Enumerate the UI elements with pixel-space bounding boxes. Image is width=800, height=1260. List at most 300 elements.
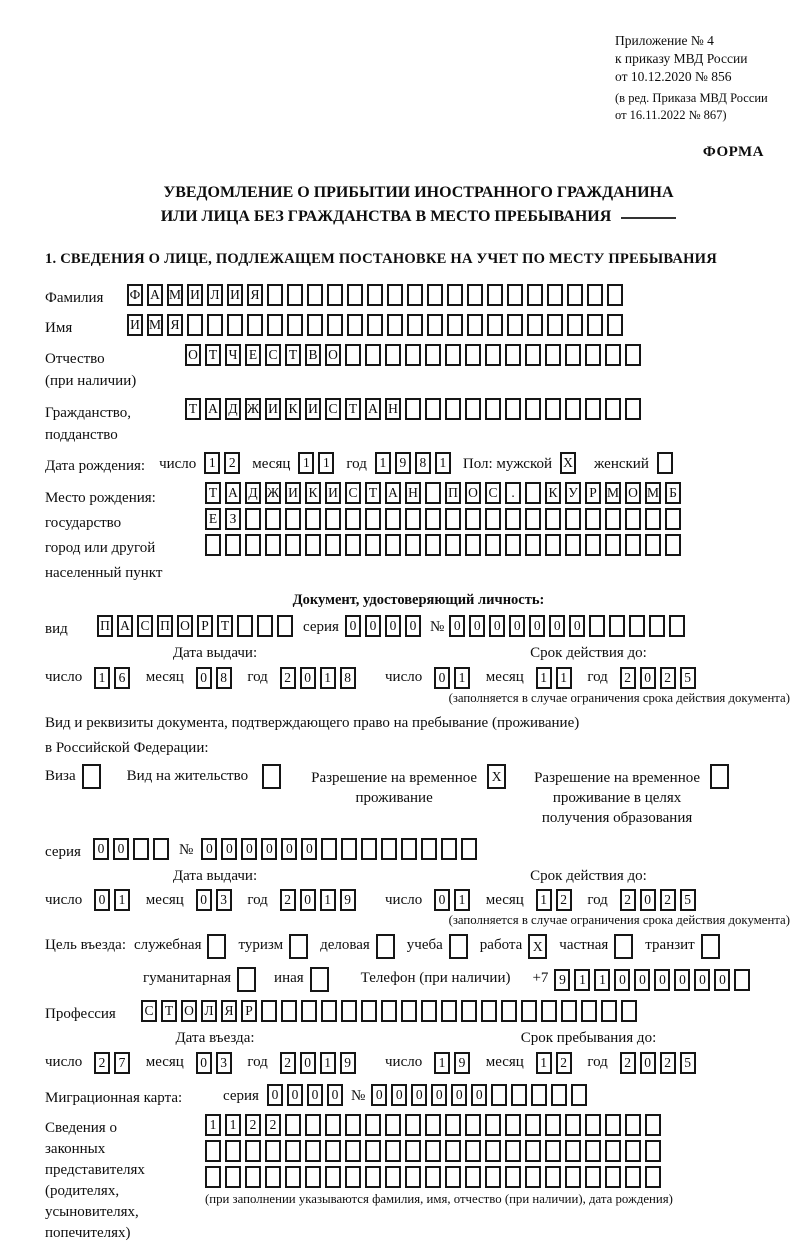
char-cell[interactable] xyxy=(587,314,603,336)
char-cell[interactable] xyxy=(545,1114,561,1136)
char-cell[interactable]: И xyxy=(127,314,143,336)
char-cell[interactable] xyxy=(465,1166,481,1188)
char-cell[interactable] xyxy=(465,344,481,366)
char-cell[interactable] xyxy=(427,284,443,306)
id-doc-issue-month[interactable] xyxy=(196,667,236,689)
char-cell[interactable] xyxy=(607,314,623,336)
char-cell[interactable]: 2 xyxy=(620,667,636,689)
char-cell[interactable]: П xyxy=(157,615,173,637)
char-cell[interactable] xyxy=(545,1166,561,1188)
char-cell[interactable] xyxy=(467,284,483,306)
char-cell[interactable]: 0 xyxy=(654,969,670,991)
id-doc-valid-year[interactable] xyxy=(620,667,700,689)
char-cell[interactable]: 0 xyxy=(640,889,656,911)
char-cell[interactable]: 0 xyxy=(345,615,361,637)
char-cell[interactable]: 1 xyxy=(320,667,336,689)
purpose-study-checkbox[interactable] xyxy=(449,934,472,959)
char-cell[interactable]: М xyxy=(645,482,661,504)
char-cell[interactable] xyxy=(207,934,226,959)
char-cell[interactable]: Н xyxy=(385,398,401,420)
char-cell[interactable] xyxy=(225,534,241,556)
char-cell[interactable]: И xyxy=(305,398,321,420)
char-cell[interactable] xyxy=(525,1166,541,1188)
char-cell[interactable] xyxy=(421,1000,437,1022)
char-cell[interactable] xyxy=(547,314,563,336)
char-cell[interactable] xyxy=(625,1166,641,1188)
char-cell[interactable] xyxy=(205,1166,221,1188)
char-cell[interactable] xyxy=(345,1166,361,1188)
char-cell[interactable]: 0 xyxy=(640,1052,656,1074)
char-cell[interactable]: Р xyxy=(241,1000,257,1022)
char-cell[interactable]: Т xyxy=(185,398,201,420)
char-cell[interactable]: Т xyxy=(205,344,221,366)
char-cell[interactable]: М xyxy=(147,314,163,336)
char-cell[interactable]: 8 xyxy=(340,667,356,689)
char-cell[interactable] xyxy=(421,838,437,860)
char-cell[interactable]: 0 xyxy=(196,1052,212,1074)
char-cell[interactable] xyxy=(585,1114,601,1136)
char-cell[interactable] xyxy=(425,482,441,504)
char-cell[interactable]: X xyxy=(487,764,506,789)
temp-permit-checkbox[interactable] xyxy=(487,764,510,789)
char-cell[interactable]: Т xyxy=(365,482,381,504)
char-cell[interactable] xyxy=(225,1140,241,1162)
char-cell[interactable]: 0 xyxy=(300,1052,316,1074)
char-cell[interactable]: 1 xyxy=(556,667,572,689)
char-cell[interactable] xyxy=(625,344,641,366)
char-cell[interactable]: 0 xyxy=(434,889,450,911)
char-cell[interactable]: 2 xyxy=(280,1052,296,1074)
char-cell[interactable] xyxy=(277,615,293,637)
char-cell[interactable] xyxy=(285,1166,301,1188)
char-cell[interactable] xyxy=(485,1166,501,1188)
char-cell[interactable] xyxy=(347,314,363,336)
char-cell[interactable] xyxy=(609,615,625,637)
char-cell[interactable]: А xyxy=(365,398,381,420)
char-cell[interactable]: 1 xyxy=(205,1114,221,1136)
char-cell[interactable]: 0 xyxy=(365,615,381,637)
resid-doc-issue-year[interactable] xyxy=(280,889,360,911)
char-cell[interactable]: 0 xyxy=(300,667,316,689)
char-cell[interactable]: 0 xyxy=(549,615,565,637)
char-cell[interactable] xyxy=(227,314,243,336)
resid-doc-series-cells[interactable] xyxy=(93,838,173,860)
char-cell[interactable] xyxy=(285,1114,301,1136)
char-cell[interactable] xyxy=(605,1140,621,1162)
char-cell[interactable]: С xyxy=(137,615,153,637)
resid-doc-valid-year[interactable] xyxy=(620,889,700,911)
char-cell[interactable] xyxy=(361,838,377,860)
char-cell[interactable]: 3 xyxy=(216,889,232,911)
char-cell[interactable] xyxy=(405,1140,421,1162)
char-cell[interactable]: 1 xyxy=(114,889,130,911)
visa-checkbox[interactable] xyxy=(82,764,105,789)
char-cell[interactable]: Ч xyxy=(225,344,241,366)
char-cell[interactable] xyxy=(505,344,521,366)
char-cell[interactable] xyxy=(321,838,337,860)
char-cell[interactable] xyxy=(245,508,261,530)
char-cell[interactable]: 2 xyxy=(265,1114,281,1136)
id-doc-type-cells[interactable] xyxy=(97,615,297,637)
char-cell[interactable] xyxy=(341,838,357,860)
char-cell[interactable]: 0 xyxy=(694,969,710,991)
char-cell[interactable]: 2 xyxy=(280,889,296,911)
char-cell[interactable]: А xyxy=(385,482,401,504)
char-cell[interactable] xyxy=(237,967,256,992)
char-cell[interactable]: Я xyxy=(247,284,263,306)
char-cell[interactable]: 6 xyxy=(114,667,130,689)
char-cell[interactable]: Т xyxy=(205,482,221,504)
char-cell[interactable] xyxy=(605,508,621,530)
char-cell[interactable]: А xyxy=(205,398,221,420)
char-cell[interactable]: 0 xyxy=(300,889,316,911)
char-cell[interactable] xyxy=(385,508,401,530)
char-cell[interactable] xyxy=(505,1166,521,1188)
char-cell[interactable] xyxy=(521,1000,537,1022)
char-cell[interactable] xyxy=(305,1166,321,1188)
id-doc-valid-month[interactable] xyxy=(536,667,576,689)
birthplace-row3-cells[interactable] xyxy=(205,534,685,556)
char-cell[interactable] xyxy=(734,969,750,991)
birthplace-row2-cells[interactable] xyxy=(205,508,685,530)
char-cell[interactable]: А xyxy=(147,284,163,306)
char-cell[interactable] xyxy=(385,1166,401,1188)
char-cell[interactable] xyxy=(405,508,421,530)
resid-doc-valid-day[interactable] xyxy=(434,889,474,911)
char-cell[interactable]: 3 xyxy=(216,1052,232,1074)
char-cell[interactable] xyxy=(625,534,641,556)
char-cell[interactable]: Р xyxy=(585,482,601,504)
char-cell[interactable]: 8 xyxy=(415,452,431,474)
char-cell[interactable]: М xyxy=(167,284,183,306)
purpose-business-checkbox[interactable] xyxy=(376,934,399,959)
char-cell[interactable] xyxy=(310,967,329,992)
char-cell[interactable] xyxy=(257,615,273,637)
char-cell[interactable] xyxy=(589,615,605,637)
char-cell[interactable]: 0 xyxy=(241,838,257,860)
surname-cells[interactable] xyxy=(127,284,627,306)
char-cell[interactable] xyxy=(133,838,149,860)
char-cell[interactable] xyxy=(305,1114,321,1136)
char-cell[interactable] xyxy=(345,1114,361,1136)
char-cell[interactable] xyxy=(305,508,321,530)
char-cell[interactable]: 1 xyxy=(454,667,470,689)
char-cell[interactable] xyxy=(245,534,261,556)
char-cell[interactable] xyxy=(485,398,501,420)
char-cell[interactable] xyxy=(401,838,417,860)
char-cell[interactable] xyxy=(505,1140,521,1162)
char-cell[interactable] xyxy=(465,1114,481,1136)
char-cell[interactable]: 0 xyxy=(267,1084,283,1106)
char-cell[interactable] xyxy=(321,1000,337,1022)
char-cell[interactable] xyxy=(505,1114,521,1136)
char-cell[interactable] xyxy=(425,1114,441,1136)
char-cell[interactable]: 9 xyxy=(395,452,411,474)
char-cell[interactable]: С xyxy=(265,344,281,366)
char-cell[interactable]: Ж xyxy=(245,398,261,420)
char-cell[interactable] xyxy=(261,1000,277,1022)
char-cell[interactable]: Л xyxy=(201,1000,217,1022)
name-cells[interactable] xyxy=(127,314,627,336)
char-cell[interactable] xyxy=(605,534,621,556)
char-cell[interactable] xyxy=(607,284,623,306)
char-cell[interactable]: О xyxy=(177,615,193,637)
birth-day-cells[interactable] xyxy=(204,452,244,474)
phone-cells[interactable] xyxy=(554,967,754,991)
char-cell[interactable] xyxy=(285,508,301,530)
char-cell[interactable] xyxy=(465,508,481,530)
char-cell[interactable] xyxy=(225,1166,241,1188)
char-cell[interactable] xyxy=(507,284,523,306)
resid-doc-issue-day[interactable] xyxy=(94,889,134,911)
char-cell[interactable]: Я xyxy=(167,314,183,336)
char-cell[interactable] xyxy=(325,1114,341,1136)
char-cell[interactable]: 0 xyxy=(391,1084,407,1106)
char-cell[interactable]: А xyxy=(117,615,133,637)
char-cell[interactable] xyxy=(645,534,661,556)
char-cell[interactable] xyxy=(511,1084,527,1106)
char-cell[interactable]: Д xyxy=(245,482,261,504)
char-cell[interactable] xyxy=(645,508,661,530)
char-cell[interactable] xyxy=(645,1166,661,1188)
char-cell[interactable]: 5 xyxy=(680,667,696,689)
char-cell[interactable] xyxy=(187,314,203,336)
char-cell[interactable] xyxy=(345,534,361,556)
char-cell[interactable]: И xyxy=(187,284,203,306)
purpose-humanitarian-checkbox[interactable] xyxy=(237,967,260,992)
char-cell[interactable]: 0 xyxy=(201,838,217,860)
char-cell[interactable]: 1 xyxy=(204,452,220,474)
char-cell[interactable] xyxy=(581,1000,597,1022)
residence-permit-checkbox[interactable] xyxy=(262,764,285,789)
char-cell[interactable] xyxy=(605,1114,621,1136)
char-cell[interactable] xyxy=(465,1140,481,1162)
char-cell[interactable] xyxy=(365,1114,381,1136)
char-cell[interactable]: П xyxy=(445,482,461,504)
char-cell[interactable] xyxy=(367,314,383,336)
char-cell[interactable] xyxy=(605,344,621,366)
char-cell[interactable] xyxy=(545,534,561,556)
char-cell[interactable]: 0 xyxy=(93,838,109,860)
char-cell[interactable] xyxy=(625,508,641,530)
char-cell[interactable]: 8 xyxy=(216,667,232,689)
profession-cells[interactable] xyxy=(141,1000,641,1022)
char-cell[interactable]: 2 xyxy=(556,889,572,911)
char-cell[interactable] xyxy=(245,1166,261,1188)
char-cell[interactable] xyxy=(365,534,381,556)
char-cell[interactable] xyxy=(531,1084,547,1106)
char-cell[interactable]: 1 xyxy=(536,889,552,911)
birthplace-row1-cells[interactable] xyxy=(205,482,685,504)
purpose-private-checkbox[interactable] xyxy=(614,934,637,959)
char-cell[interactable] xyxy=(485,344,501,366)
char-cell[interactable] xyxy=(425,508,441,530)
stay-month-cells[interactable] xyxy=(536,1052,576,1074)
char-cell[interactable]: Ж xyxy=(265,482,281,504)
char-cell[interactable] xyxy=(545,344,561,366)
char-cell[interactable]: З xyxy=(225,508,241,530)
char-cell[interactable] xyxy=(345,1140,361,1162)
char-cell[interactable] xyxy=(405,1114,421,1136)
char-cell[interactable] xyxy=(621,1000,637,1022)
char-cell[interactable] xyxy=(614,934,633,959)
char-cell[interactable] xyxy=(289,934,308,959)
char-cell[interactable]: 1 xyxy=(320,1052,336,1074)
char-cell[interactable] xyxy=(287,284,303,306)
char-cell[interactable]: 2 xyxy=(660,667,676,689)
char-cell[interactable] xyxy=(385,344,401,366)
char-cell[interactable]: У xyxy=(565,482,581,504)
char-cell[interactable] xyxy=(445,344,461,366)
char-cell[interactable] xyxy=(527,284,543,306)
char-cell[interactable] xyxy=(207,314,223,336)
char-cell[interactable] xyxy=(445,508,461,530)
char-cell[interactable]: 1 xyxy=(435,452,451,474)
char-cell[interactable]: 0 xyxy=(489,615,505,637)
char-cell[interactable] xyxy=(265,534,281,556)
char-cell[interactable]: 0 xyxy=(113,838,129,860)
char-cell[interactable] xyxy=(485,1140,501,1162)
char-cell[interactable] xyxy=(565,534,581,556)
char-cell[interactable]: Р xyxy=(197,615,213,637)
char-cell[interactable]: 0 xyxy=(221,838,237,860)
char-cell[interactable] xyxy=(605,1166,621,1188)
purpose-transit-checkbox[interactable] xyxy=(701,934,724,959)
char-cell[interactable] xyxy=(701,934,720,959)
char-cell[interactable]: 0 xyxy=(371,1084,387,1106)
char-cell[interactable] xyxy=(565,1114,581,1136)
char-cell[interactable]: 0 xyxy=(281,838,297,860)
char-cell[interactable]: С xyxy=(325,398,341,420)
char-cell[interactable]: 0 xyxy=(385,615,401,637)
char-cell[interactable]: 0 xyxy=(569,615,585,637)
char-cell[interactable]: К xyxy=(305,482,321,504)
char-cell[interactable]: 1 xyxy=(375,452,391,474)
id-doc-issue-day[interactable] xyxy=(94,667,134,689)
char-cell[interactable] xyxy=(265,508,281,530)
char-cell[interactable] xyxy=(405,534,421,556)
char-cell[interactable] xyxy=(585,1140,601,1162)
char-cell[interactable]: О xyxy=(185,344,201,366)
char-cell[interactable] xyxy=(571,1084,587,1106)
char-cell[interactable] xyxy=(461,1000,477,1022)
char-cell[interactable]: Е xyxy=(245,344,261,366)
char-cell[interactable] xyxy=(325,1166,341,1188)
char-cell[interactable]: А xyxy=(225,482,241,504)
char-cell[interactable]: 0 xyxy=(674,969,690,991)
char-cell[interactable] xyxy=(491,1084,507,1106)
char-cell[interactable]: 2 xyxy=(660,1052,676,1074)
char-cell[interactable] xyxy=(565,344,581,366)
id-doc-valid-day[interactable] xyxy=(434,667,474,689)
char-cell[interactable] xyxy=(347,284,363,306)
char-cell[interactable]: 2 xyxy=(620,889,636,911)
char-cell[interactable] xyxy=(365,344,381,366)
char-cell[interactable] xyxy=(449,934,468,959)
char-cell[interactable] xyxy=(307,284,323,306)
char-cell[interactable] xyxy=(376,934,395,959)
char-cell[interactable]: 5 xyxy=(680,889,696,911)
char-cell[interactable]: 0 xyxy=(469,615,485,637)
char-cell[interactable] xyxy=(387,284,403,306)
char-cell[interactable] xyxy=(425,344,441,366)
char-cell[interactable]: К xyxy=(545,482,561,504)
char-cell[interactable] xyxy=(541,1000,557,1022)
char-cell[interactable]: О xyxy=(181,1000,197,1022)
migration-number-cells[interactable] xyxy=(371,1084,591,1106)
char-cell[interactable]: 0 xyxy=(509,615,525,637)
birth-month-cells[interactable] xyxy=(298,452,338,474)
legal-row3-cells[interactable] xyxy=(205,1166,665,1188)
char-cell[interactable] xyxy=(447,284,463,306)
char-cell[interactable]: 2 xyxy=(660,889,676,911)
char-cell[interactable] xyxy=(405,398,421,420)
char-cell[interactable] xyxy=(587,284,603,306)
char-cell[interactable]: М xyxy=(605,482,621,504)
char-cell[interactable] xyxy=(505,508,521,530)
char-cell[interactable]: 1 xyxy=(225,1114,241,1136)
char-cell[interactable] xyxy=(445,1114,461,1136)
char-cell[interactable] xyxy=(545,1140,561,1162)
char-cell[interactable] xyxy=(345,344,361,366)
char-cell[interactable]: 0 xyxy=(327,1084,343,1106)
char-cell[interactable]: 2 xyxy=(280,667,296,689)
purpose-official-checkbox[interactable] xyxy=(207,934,230,959)
char-cell[interactable]: Т xyxy=(345,398,361,420)
char-cell[interactable] xyxy=(82,764,101,789)
char-cell[interactable] xyxy=(525,482,541,504)
char-cell[interactable]: 0 xyxy=(94,889,110,911)
char-cell[interactable] xyxy=(153,838,169,860)
char-cell[interactable] xyxy=(665,508,681,530)
char-cell[interactable]: 1 xyxy=(536,1052,552,1074)
char-cell[interactable] xyxy=(565,1140,581,1162)
char-cell[interactable] xyxy=(525,534,541,556)
legal-row2-cells[interactable] xyxy=(205,1140,665,1162)
char-cell[interactable]: Т xyxy=(285,344,301,366)
char-cell[interactable]: . xyxy=(505,482,521,504)
char-cell[interactable] xyxy=(669,615,685,637)
char-cell[interactable] xyxy=(445,398,461,420)
char-cell[interactable] xyxy=(505,398,521,420)
char-cell[interactable] xyxy=(710,764,729,789)
char-cell[interactable] xyxy=(445,1166,461,1188)
char-cell[interactable]: 0 xyxy=(614,969,630,991)
char-cell[interactable] xyxy=(247,314,263,336)
char-cell[interactable] xyxy=(629,615,645,637)
char-cell[interactable] xyxy=(585,1166,601,1188)
char-cell[interactable]: 1 xyxy=(454,889,470,911)
char-cell[interactable] xyxy=(551,1084,567,1106)
temp-permit-edu-checkbox[interactable] xyxy=(710,764,733,789)
char-cell[interactable] xyxy=(327,284,343,306)
char-cell[interactable] xyxy=(525,1140,541,1162)
char-cell[interactable]: Т xyxy=(217,615,233,637)
char-cell[interactable] xyxy=(305,1140,321,1162)
char-cell[interactable] xyxy=(545,508,561,530)
char-cell[interactable] xyxy=(237,615,253,637)
char-cell[interactable] xyxy=(465,398,481,420)
char-cell[interactable]: И xyxy=(265,398,281,420)
char-cell[interactable] xyxy=(381,1000,397,1022)
purpose-work-checkbox[interactable] xyxy=(528,934,551,959)
char-cell[interactable] xyxy=(425,1166,441,1188)
stay-year-cells[interactable] xyxy=(620,1052,700,1074)
char-cell[interactable] xyxy=(265,1140,281,1162)
char-cell[interactable]: 0 xyxy=(196,889,212,911)
entry-year-cells[interactable] xyxy=(280,1052,360,1074)
char-cell[interactable] xyxy=(365,1140,381,1162)
